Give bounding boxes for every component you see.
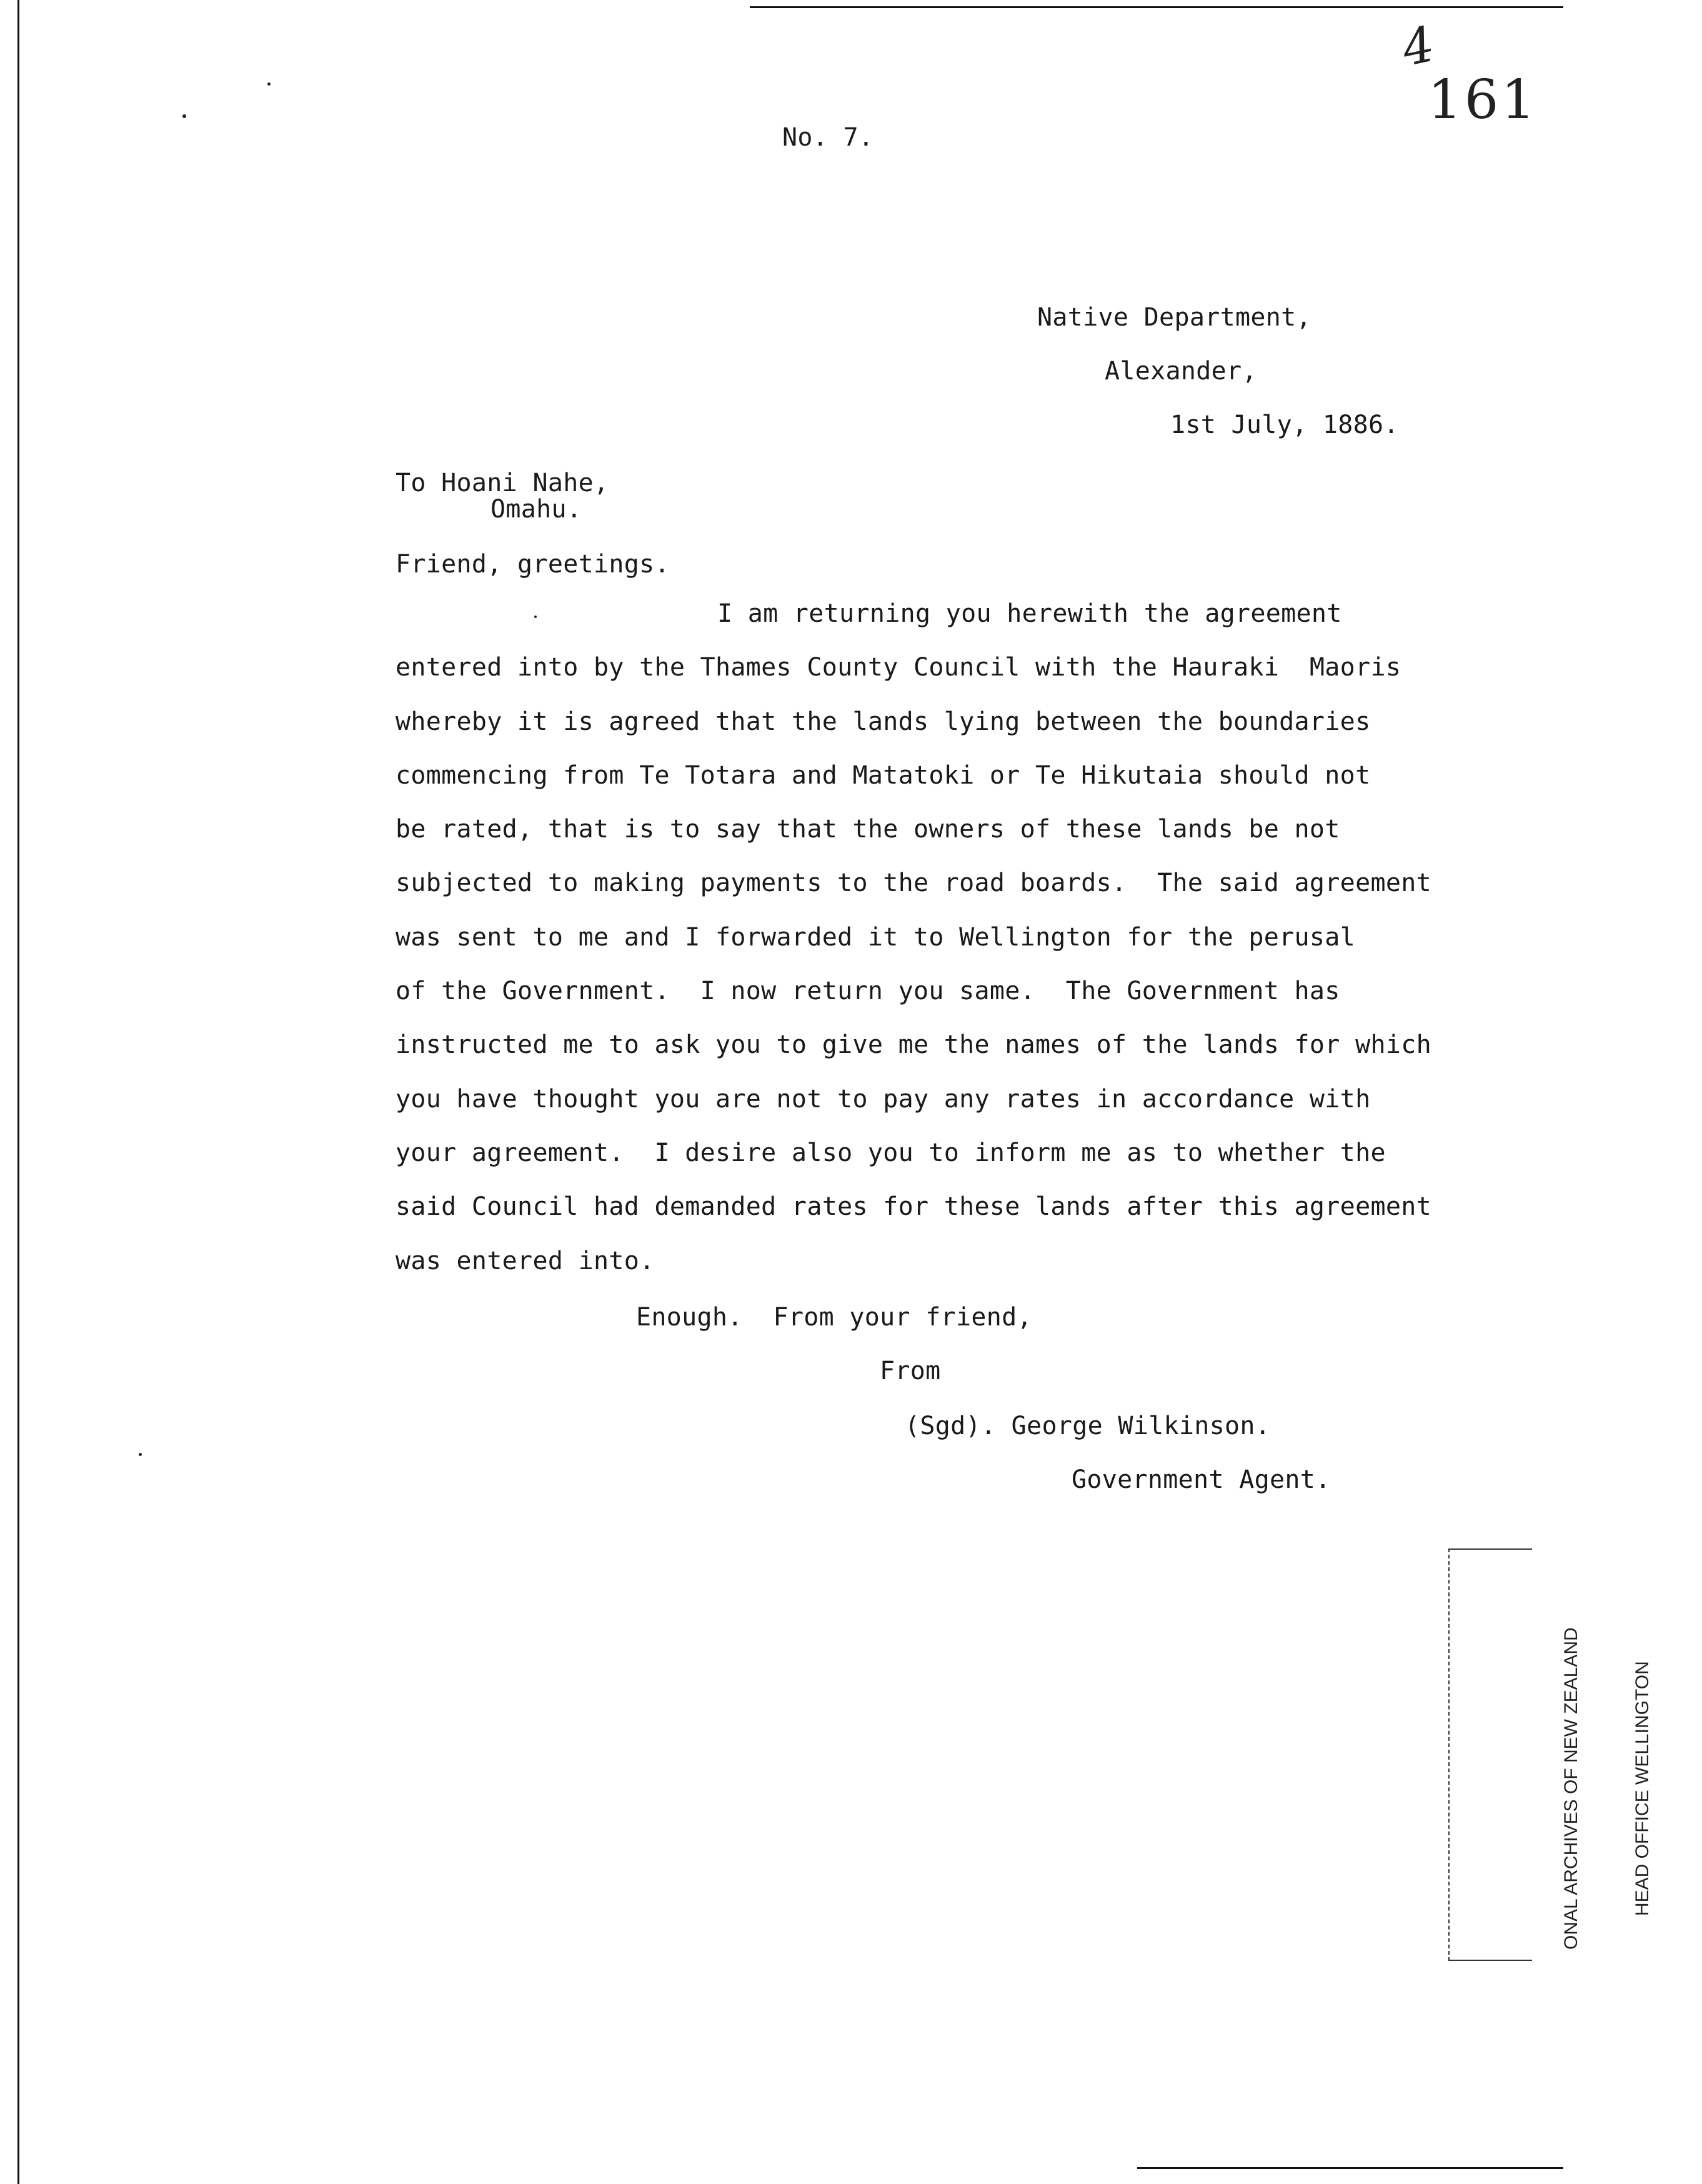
- archive-stamp-text: [1512, 1627, 1702, 1950]
- letter-number: No. 7.: [782, 123, 874, 152]
- archive-stamp-line: ONAL ARCHIVES OF NEW ZEALAND: [1561, 1627, 1581, 1950]
- page-edge-top: [750, 6, 1563, 8]
- body-line: instructed me to ask you to give me the names of the lands for which: [396, 1030, 1431, 1060]
- speck: [182, 114, 186, 118]
- body-line: you have thought you are not to pay any rates in accordance with: [396, 1084, 1371, 1114]
- body-line: I am returning you herewith the agreement: [717, 599, 1342, 628]
- address-line: Alexander,: [1105, 357, 1257, 386]
- page-edge-left: [17, 0, 19, 2184]
- signer-title: Government Agent.: [1072, 1465, 1331, 1494]
- letter-body: [396, 601, 1520, 1302]
- signature: (Sgd). George Wilkinson.: [905, 1412, 1271, 1440]
- speck: [139, 1453, 142, 1456]
- body-line: was entered into.: [396, 1246, 655, 1275]
- archive-stamp: [1448, 1548, 1653, 1961]
- body-line: commencing from Te Totara and Matatoki or Te Hikutaia should not: [396, 760, 1371, 790]
- body-line: was sent to me and I forwarded it to Wellington for the perusal: [396, 922, 1356, 952]
- body-line: subjected to making payments to the road boards. The said agreement: [396, 869, 1431, 898]
- closing: Enough. From your friend,: [636, 1303, 1032, 1332]
- body-line: of the Government. I now return you same. The Government has: [396, 977, 1340, 1006]
- body-line: be rated, that is to say that the owners of these lands be not: [396, 815, 1340, 844]
- letter-date: 1st July, 1886.: [1170, 411, 1399, 439]
- body-line: entered into by the Thames County Council with the Hauraki Maoris: [396, 653, 1401, 682]
- archive-stamp-line: HEAD OFFICE WELLINGTON: [1632, 1661, 1653, 1917]
- address-line: Native Department,: [1037, 303, 1311, 332]
- recipient-place: Omahu.: [490, 495, 582, 524]
- from-label: From: [880, 1357, 941, 1385]
- body-line: said Council had demanded rates for these lands after this agreement: [396, 1192, 1431, 1222]
- salutation: Friend, greetings.: [396, 550, 670, 579]
- body-line: your agreement. I desire also you to inform me as to whether the: [396, 1138, 1386, 1167]
- folio-number: 161: [1428, 69, 1538, 131]
- body-line: whereby it is agreed that the lands lying between the boundaries: [396, 707, 1371, 736]
- folio-mark: 4: [1397, 16, 1440, 78]
- speck: [267, 82, 271, 86]
- recipient-name: To Hoani Nahe,: [396, 469, 609, 497]
- page-edge-bottom: [1137, 2167, 1563, 2169]
